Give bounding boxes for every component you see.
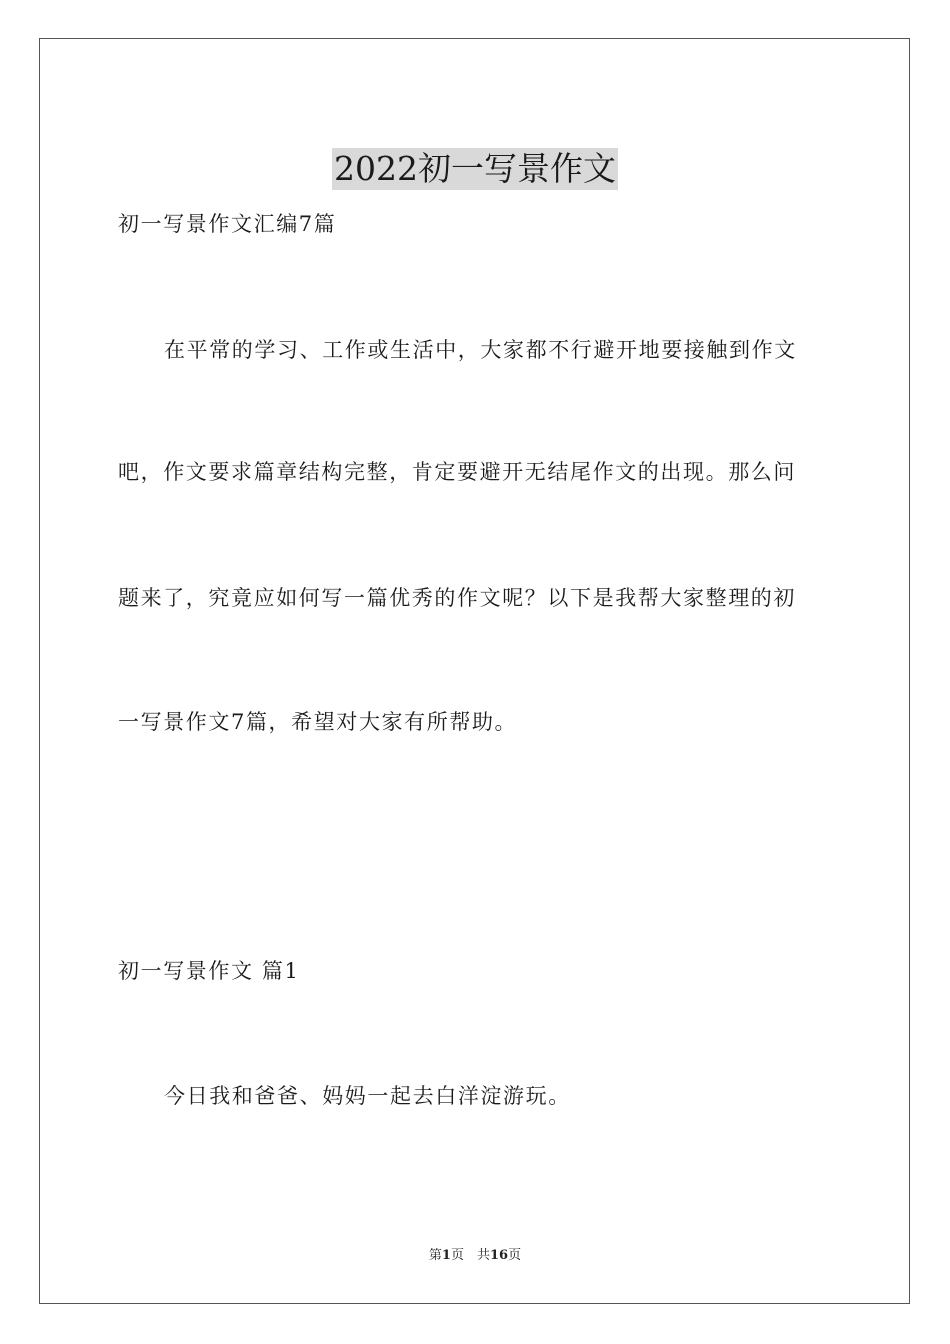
intro-line-1: 在平常的学习、工作或生活中，大家都不行避开地要接触到作文 bbox=[164, 338, 797, 362]
intro-line-4: 一写景作文7篇，希望对大家有所帮助。 bbox=[118, 710, 518, 734]
document-title: 2022初一写景作文 bbox=[334, 149, 616, 189]
document-subtitle: 初一写景作文汇编7篇 bbox=[118, 212, 337, 236]
footer-page-prefix: 第 bbox=[428, 1248, 442, 1263]
footer-page-current: 1 bbox=[441, 1248, 451, 1263]
page-footer bbox=[0, 1248, 950, 1264]
section-heading: 初一写景作文 篇1 bbox=[118, 959, 300, 983]
intro-line-2: 吧，作文要求篇章结构完整，肯定要避开无结尾作文的出现。那么问 bbox=[118, 460, 796, 484]
intro-line-3: 题来了，究竟应如何写一篇优秀的作文呢？以下是我帮大家整理的初 bbox=[118, 586, 796, 610]
title-container bbox=[0, 126, 950, 212]
footer-page-total: 16 bbox=[489, 1248, 509, 1263]
section-first-line: 今日我和爸爸、妈妈一起去白洋淀游玩。 bbox=[164, 1084, 571, 1108]
footer-page-mid: 页 共 bbox=[450, 1248, 490, 1263]
footer-page-suffix: 页 bbox=[508, 1248, 522, 1263]
